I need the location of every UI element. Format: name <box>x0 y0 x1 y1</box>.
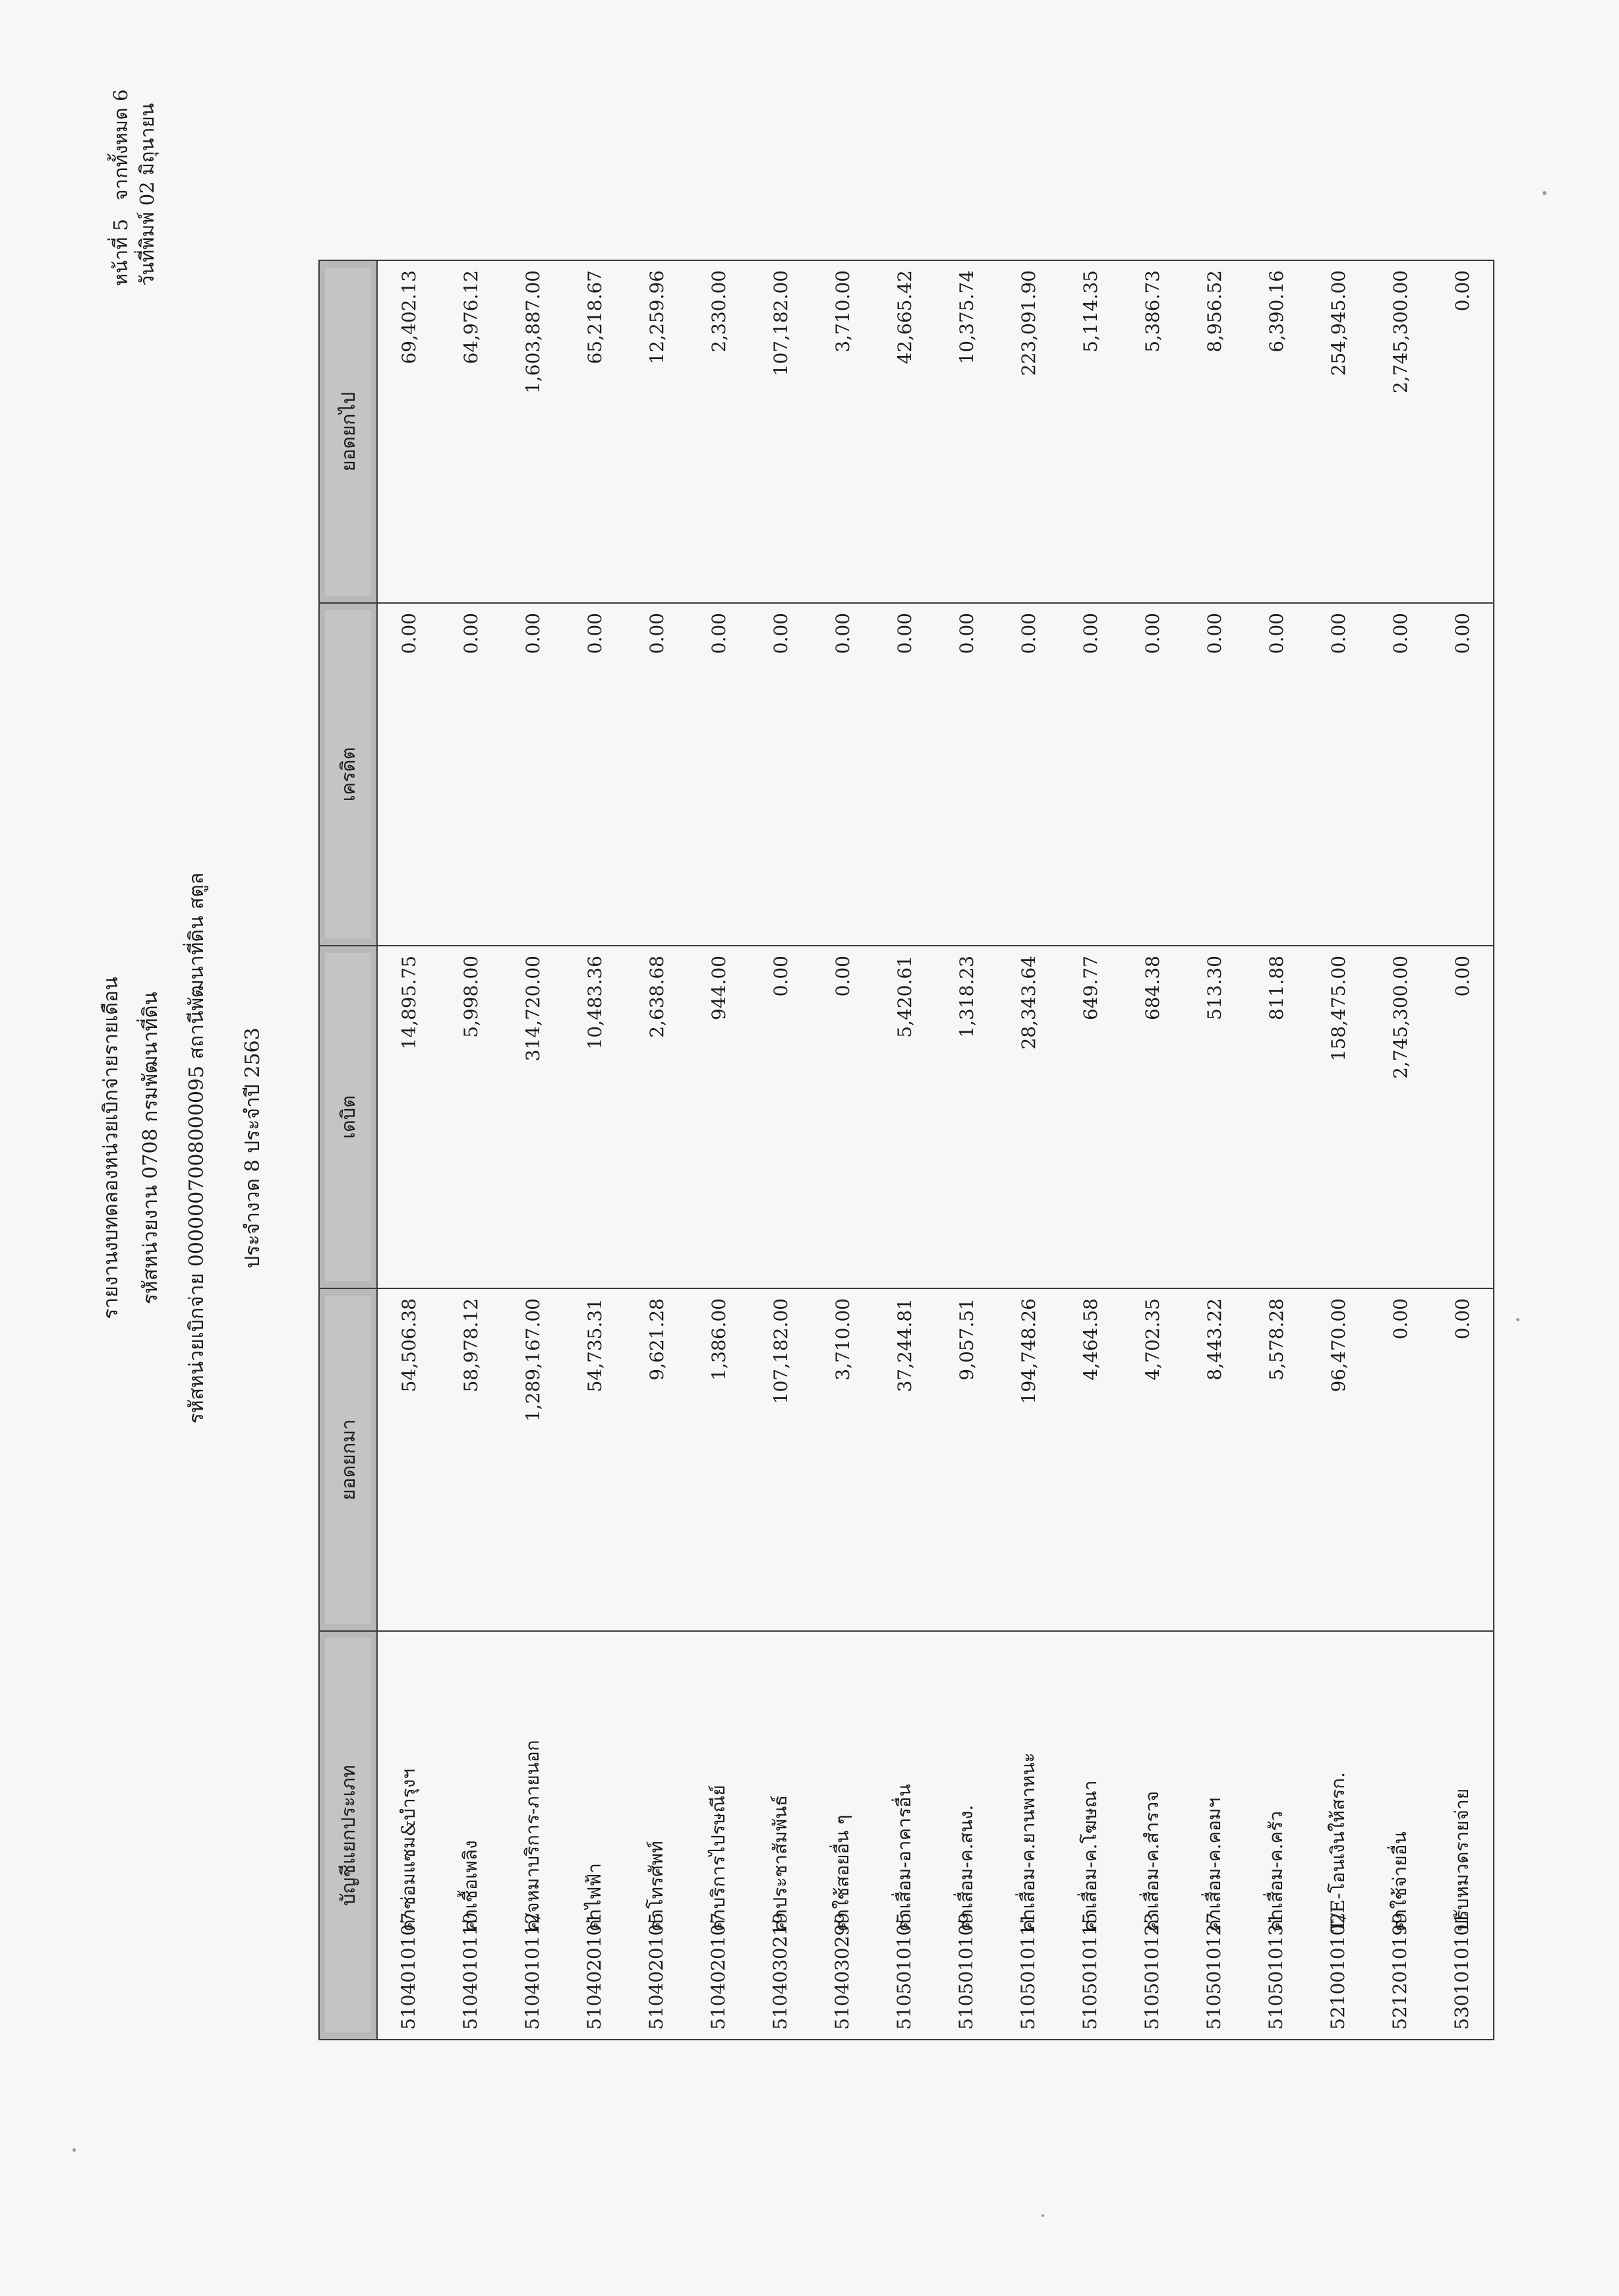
scan-speck <box>73 2148 76 2152</box>
credit-cell: 0.00 <box>1245 603 1307 946</box>
debit-cell: 811.88 <box>1245 946 1307 1288</box>
credit-cell: 0.00 <box>1121 603 1183 946</box>
carried-forward-cell: 5,114.35 <box>1059 260 1121 603</box>
table-row <box>997 260 1059 2040</box>
brought-forward-cell: 96,470.00 <box>1307 1288 1369 1631</box>
table-row <box>1245 260 1307 2040</box>
col-account: บัญชีแยกประเภท <box>319 1631 377 2040</box>
disbursement-unit-line: รหัสหน่วยเบิกจ่าย 0000007008000095 สถานีพัฒนาที่ดิน สตูล <box>185 872 208 1424</box>
brought-forward-cell: 1,386.00 <box>688 1288 750 1631</box>
account-cell <box>626 1631 688 2040</box>
brought-forward-cell: 4,464.58 <box>1059 1288 1121 1631</box>
credit-cell: 0.00 <box>1059 603 1121 946</box>
account-cell <box>1369 1631 1431 2040</box>
account-description: ค่าโทรศัพท์ <box>645 1841 667 1932</box>
period-line: ประจำงวด 8 ประจำปี 2563 <box>241 1027 264 1269</box>
account-cell <box>1183 1631 1245 2040</box>
brought-forward-cell: 194,748.26 <box>997 1288 1059 1631</box>
account-description: ค่าเชื้อเพลิง <box>459 1840 481 1932</box>
table-row <box>873 260 935 2040</box>
credit-cell: 0.00 <box>750 603 811 946</box>
table-row <box>935 260 997 2040</box>
credit-cell: 0.00 <box>440 603 502 946</box>
account-description: ค่าใช้สอยอื่น ๆ <box>831 1814 853 1932</box>
col-credit: เครดิต <box>319 603 377 946</box>
account-description: ค่าไฟฟ้า <box>583 1863 605 1932</box>
account-description: ค่าเสื่อม-ค.ครัว <box>1265 1811 1287 1932</box>
scan-speck <box>1543 191 1546 195</box>
carried-forward-cell: 10,375.74 <box>935 260 997 603</box>
account-code: 5104030219 <box>769 1912 791 2030</box>
debit-cell: 28,343.64 <box>997 946 1059 1288</box>
carried-forward-cell: 12,259.96 <box>626 260 688 603</box>
debit-cell: 0.00 <box>811 946 873 1288</box>
account-description: ค/จหมาบริการ-ภายนอก <box>521 1740 543 1932</box>
agency-code-line: รหัสหน่วยงาน 0708 กรมพัฒนาที่ดิน <box>139 991 162 1305</box>
credit-cell: 0.00 <box>626 603 688 946</box>
brought-forward-cell: 58,978.12 <box>440 1288 502 1631</box>
account-code: 5104030299 <box>831 1912 853 2030</box>
table-row <box>626 260 688 2040</box>
table-row <box>1059 260 1121 2040</box>
carried-forward-cell: 8,956.52 <box>1183 260 1245 603</box>
account-code: 5104010110 <box>459 1912 481 2030</box>
carried-forward-cell: 42,665.42 <box>873 260 935 603</box>
credit-cell: 0.00 <box>1307 603 1369 946</box>
table-row <box>688 260 750 2040</box>
credit-cell: 0.00 <box>873 603 935 946</box>
account-description: T/E-โอนเงินให้สรก. <box>1327 1771 1349 1932</box>
account-code: 5105010131 <box>1265 1912 1287 2030</box>
debit-cell: 14,895.75 <box>377 946 440 1288</box>
brought-forward-cell: 9,621.28 <box>626 1288 688 1631</box>
account-code: 5105010109 <box>955 1912 977 2030</box>
page-current: หน้าที่ 5 <box>109 218 132 286</box>
brought-forward-cell: 37,244.81 <box>873 1288 935 1631</box>
table-row <box>1183 260 1245 2040</box>
debit-cell: 513.30 <box>1183 946 1245 1288</box>
trial-balance-table <box>318 260 1494 2040</box>
carried-forward-cell: 64,976.12 <box>440 260 502 603</box>
account-cell <box>377 1631 440 2040</box>
brought-forward-cell: 0.00 <box>1369 1288 1431 1631</box>
account-cell <box>1121 1631 1183 2040</box>
scan-speck <box>1516 1318 1519 1321</box>
account-code: 5105010111 <box>1017 1912 1039 2030</box>
credit-cell: 0.00 <box>997 603 1059 946</box>
account-cell <box>564 1631 626 2040</box>
account-cell <box>935 1631 997 2040</box>
credit-cell: 0.00 <box>377 603 440 946</box>
carried-forward-cell: 254,945.00 <box>1307 260 1369 603</box>
col-debit: เดบิต <box>319 946 377 1288</box>
account-cell <box>1245 1631 1307 2040</box>
table-row <box>377 260 440 2040</box>
carried-forward-cell: 223,091.90 <box>997 260 1059 603</box>
account-cell <box>688 1631 750 2040</box>
table-row <box>1369 260 1431 2040</box>
account-description: ค่าเสื่อม-ค.โฆษณา <box>1079 1780 1101 1932</box>
credit-cell: 0.00 <box>1183 603 1245 946</box>
account-description: ค่าประชาสัมพันธ์ <box>769 1794 791 1932</box>
debit-cell: 5,998.00 <box>440 946 502 1288</box>
account-code: 5105010115 <box>1079 1912 1101 2030</box>
account-code: 5105010127 <box>1203 1912 1225 2030</box>
table-row <box>440 260 502 2040</box>
credit-cell: 0.00 <box>564 603 626 946</box>
brought-forward-cell: 9,057.51 <box>935 1288 997 1631</box>
brought-forward-cell: 0.00 <box>1431 1288 1494 1631</box>
carried-forward-cell: 2,745,300.00 <box>1369 260 1431 603</box>
debit-cell: 0.00 <box>750 946 811 1288</box>
account-cell <box>1059 1631 1121 2040</box>
debit-cell: 684.38 <box>1121 946 1183 1288</box>
account-cell <box>440 1631 502 2040</box>
carried-forward-cell: 0.00 <box>1431 260 1494 603</box>
carried-forward-cell: 69,402.13 <box>377 260 440 603</box>
carried-forward-cell: 1,603,887.00 <box>502 260 564 603</box>
credit-cell: 0.00 <box>1369 603 1431 946</box>
account-description: ค่าซ่อมแซม&บำรุงฯ <box>397 1768 419 1932</box>
brought-forward-cell: 5,578.28 <box>1245 1288 1307 1631</box>
table-row <box>564 260 626 2040</box>
account-description: ค่าเสื่อม-ค.สำรวจ <box>1141 1791 1163 1932</box>
account-cell <box>750 1631 811 2040</box>
brought-forward-cell: 8,443.22 <box>1183 1288 1245 1631</box>
brought-forward-cell: 3,710.00 <box>811 1288 873 1631</box>
carried-forward-cell: 6,390.16 <box>1245 260 1307 603</box>
account-cell <box>811 1631 873 2040</box>
account-code: 5301010101 <box>1451 1912 1473 2030</box>
account-code: 5212010199 <box>1389 1912 1411 2030</box>
account-cell <box>502 1631 564 2040</box>
carried-forward-cell: 65,218.67 <box>564 260 626 603</box>
account-code: 5104020101 <box>583 1912 605 2030</box>
debit-cell: 2,638.68 <box>626 946 688 1288</box>
brought-forward-cell: 107,182.00 <box>750 1288 811 1631</box>
brought-forward-cell: 54,735.31 <box>564 1288 626 1631</box>
account-cell <box>1431 1631 1494 2040</box>
col-brought-forward: ยอดยกมา <box>319 1288 377 1631</box>
account-description: ค่าบริการไปรษณีย์ <box>707 1785 729 1932</box>
debit-cell: 944.00 <box>688 946 750 1288</box>
scan-speck <box>1042 2214 1044 2217</box>
table-row <box>1307 260 1369 2040</box>
account-code: 5104010107 <box>397 1912 419 2030</box>
brought-forward-cell: 54,506.38 <box>377 1288 440 1631</box>
account-description: ค่าเสื่อม-ค.ยานพาหนะ <box>1017 1752 1039 1932</box>
account-code: 5105010123 <box>1141 1912 1163 2030</box>
carried-forward-cell: 2,330.00 <box>688 260 750 603</box>
credit-cell: 0.00 <box>688 603 750 946</box>
debit-cell: 158,475.00 <box>1307 946 1369 1288</box>
debit-cell: 2,745,300.00 <box>1369 946 1431 1288</box>
debit-cell: 10,483.36 <box>564 946 626 1288</box>
account-code: 5105010105 <box>893 1912 915 2030</box>
credit-cell: 0.00 <box>502 603 564 946</box>
carried-forward-cell: 107,182.00 <box>750 260 811 603</box>
account-description: ค่าใช้จ่ายอื่น <box>1389 1831 1411 1932</box>
credit-cell: 0.00 <box>1431 603 1494 946</box>
carried-forward-cell: 5,386.73 <box>1121 260 1183 603</box>
debit-cell: 314,720.00 <box>502 946 564 1288</box>
carried-forward-cell: 3,710.00 <box>811 260 873 603</box>
report-title: รายงานงบทดลองหน่วยเบิกจ่ายรายเดือน <box>100 977 123 1319</box>
account-code: 5104010112 <box>521 1912 543 2030</box>
debit-cell: 0.00 <box>1431 946 1494 1288</box>
col-carried-forward: ยอดยกไป <box>319 260 377 603</box>
table-header-row <box>319 260 377 2040</box>
page-total: จากทั้งหมด 6 <box>109 89 132 201</box>
account-code: 5104020105 <box>645 1912 667 2030</box>
account-description: ค่าเสื่อม-ค.คอมฯ <box>1203 1797 1225 1932</box>
account-cell <box>997 1631 1059 2040</box>
table-row <box>1121 260 1183 2040</box>
table-row <box>502 260 564 2040</box>
account-description: ค่าเสื่อม-อาคารอื่น <box>893 1784 915 1932</box>
debit-cell: 5,420.61 <box>873 946 935 1288</box>
debit-cell: 649.77 <box>1059 946 1121 1288</box>
account-cell <box>873 1631 935 2040</box>
account-code: 5210010102 <box>1327 1912 1349 2030</box>
credit-cell: 0.00 <box>935 603 997 946</box>
account-description: ค่าเสื่อม-ค.สนง. <box>955 1804 977 1932</box>
credit-cell: 0.00 <box>811 603 873 946</box>
table-row <box>750 260 811 2040</box>
table-row <box>1431 260 1494 2040</box>
debit-cell: 1,318.23 <box>935 946 997 1288</box>
brought-forward-cell: 4,702.35 <box>1121 1288 1183 1631</box>
account-code: 5104020107 <box>707 1912 729 2030</box>
account-cell <box>1307 1631 1369 2040</box>
print-date: วันที่พิมพ์ 02 มิถุนายน <box>136 103 158 286</box>
account-description: ปรับหมวดรายจ่าย <box>1451 1788 1473 1932</box>
brought-forward-cell: 1,289,167.00 <box>502 1288 564 1631</box>
table-row <box>811 260 873 2040</box>
